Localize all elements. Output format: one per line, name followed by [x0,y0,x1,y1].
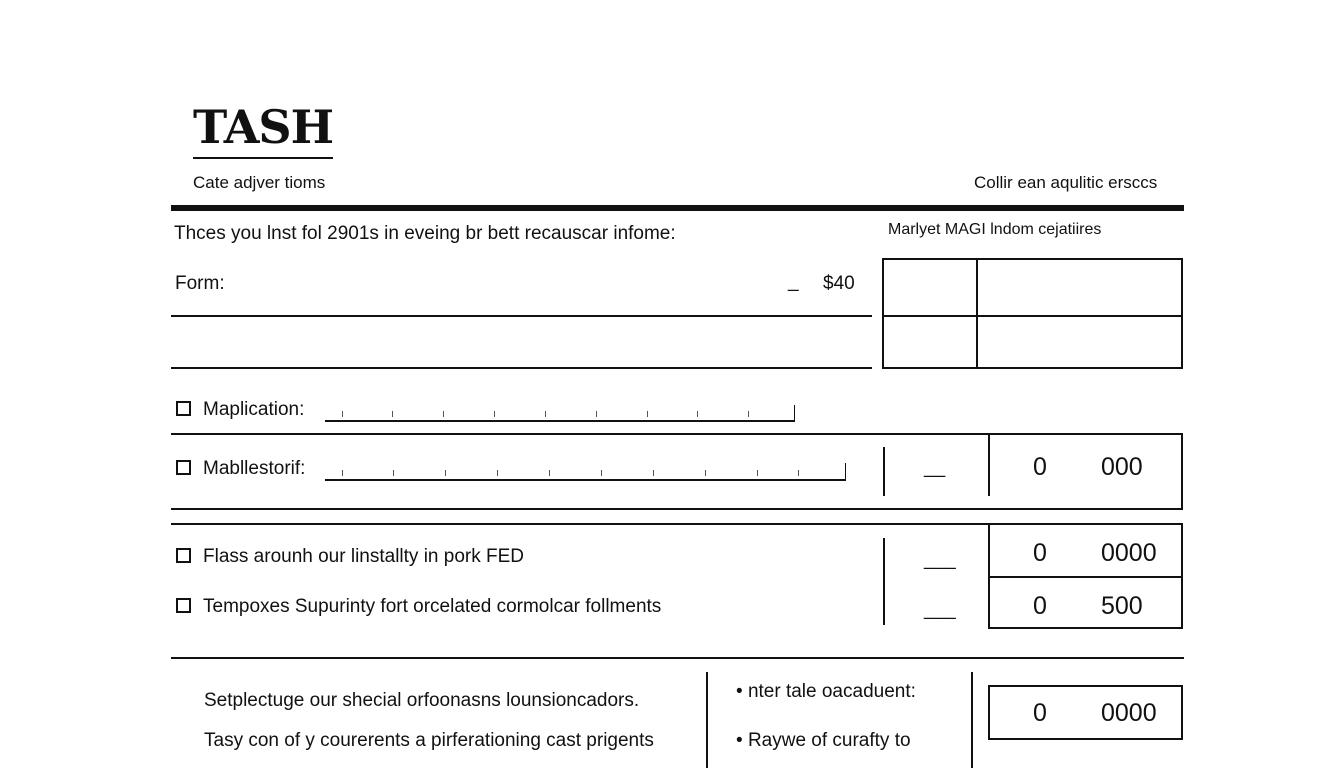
header-right-caption: Collir ean aqulitic ersccs [974,173,1158,192]
tick [494,411,495,417]
mabllestorif-line-end [845,463,846,480]
bullet-icon: • [736,681,748,702]
value-row-2-dash: ___ [924,549,956,570]
value-row-1-top [872,433,1183,435]
checkbox-label-mabllestorif: Mabllestorif: [203,458,306,479]
tick [798,470,799,476]
tick [342,411,343,417]
checkbox-label-maplication: Maplication: [203,399,305,420]
value-row-1-right [1181,433,1183,510]
company-logo: TASH [193,100,334,154]
tick [601,470,602,476]
footer-bullet-1-text: nter tale oacaduent: [747,681,916,702]
tick [647,411,648,417]
value-row-3-dash: ___ [924,599,956,620]
footer-total-b[interactable]: 0000 [1101,699,1157,727]
tick [757,470,758,476]
value-row-1-b[interactable]: 000 [1101,453,1143,481]
checkbox-label-tempoxes: Tempoxes Supurinty fort orcelated cormolcar follments [203,596,662,617]
tick [653,470,654,476]
mabllestorif-input-line[interactable] [325,469,846,481]
footer-bullet-2-text: Raywe of curafty to [747,730,911,751]
logo-underline [193,157,333,159]
tick [393,470,394,476]
value-row-1-a[interactable]: 0 [1033,453,1047,481]
value-rows-box-divider [988,576,1183,578]
tick [445,470,446,476]
right-grid-divider-h [882,315,1183,317]
footer-column-divider-2 [971,672,973,768]
form-label: Form: [175,273,225,294]
footer-bullet-1 [736,682,916,701]
footer-text-line-2: Tasy con of y courerents a pirferationing cast prigents [204,730,654,751]
checkbox-flass[interactable] [176,548,191,563]
header-divider [171,205,1184,211]
section-line-2 [171,508,1183,510]
tick [549,470,550,476]
value-row-3-b[interactable]: 500 [1101,592,1143,620]
form-dash: _ [788,271,799,292]
value-row-1-divider [988,433,990,496]
footer-column-divider-1 [706,672,708,768]
value-rows-left-bar [883,538,885,625]
checkbox-mabllestorif[interactable] [176,460,191,475]
footer-bullet-2 [736,731,911,750]
checkbox-maplication[interactable] [176,401,191,416]
tick [748,411,749,417]
footer-total-a[interactable]: 0 [1033,699,1047,727]
tick [545,411,546,417]
value-row-2-b[interactable]: 0000 [1101,539,1157,567]
tick [596,411,597,417]
tick [497,470,498,476]
header-left-caption: Cate adjver tioms [193,173,326,192]
value-row-2-a[interactable]: 0 [1033,539,1047,567]
tick [697,411,698,417]
maplication-input-line[interactable] [325,410,795,422]
footer-divider [171,657,1184,659]
tick [342,470,343,476]
checkbox-tempoxes[interactable] [176,598,191,613]
form-row-line-2 [171,367,872,369]
value-row-1-left-bar [883,447,885,496]
form-row-line-1 [171,315,872,317]
form-amount[interactable]: $40 [823,273,855,294]
bullet-icon: • [736,730,748,751]
section-line-1 [171,433,872,435]
footer-text-line-1: Setplectuge our shecial orfoonasns lounsioncadors. [204,690,640,711]
maplication-line-end [794,405,795,422]
checkbox-label-flass: Flass arounh our linstallty in pork FED [203,546,525,567]
intro-text: Thces you lnst fol 2901s in eveing br bett recauscar infome: [174,223,676,244]
right-column-heading: Marlyet MAGI lndom cejatiires [888,221,1102,238]
tick [392,411,393,417]
right-grid [882,258,1183,369]
tick [705,470,706,476]
tick [443,411,444,417]
right-grid-divider-v [976,258,978,369]
value-row-1-dash: __ [924,457,946,478]
value-row-3-a[interactable]: 0 [1033,592,1047,620]
